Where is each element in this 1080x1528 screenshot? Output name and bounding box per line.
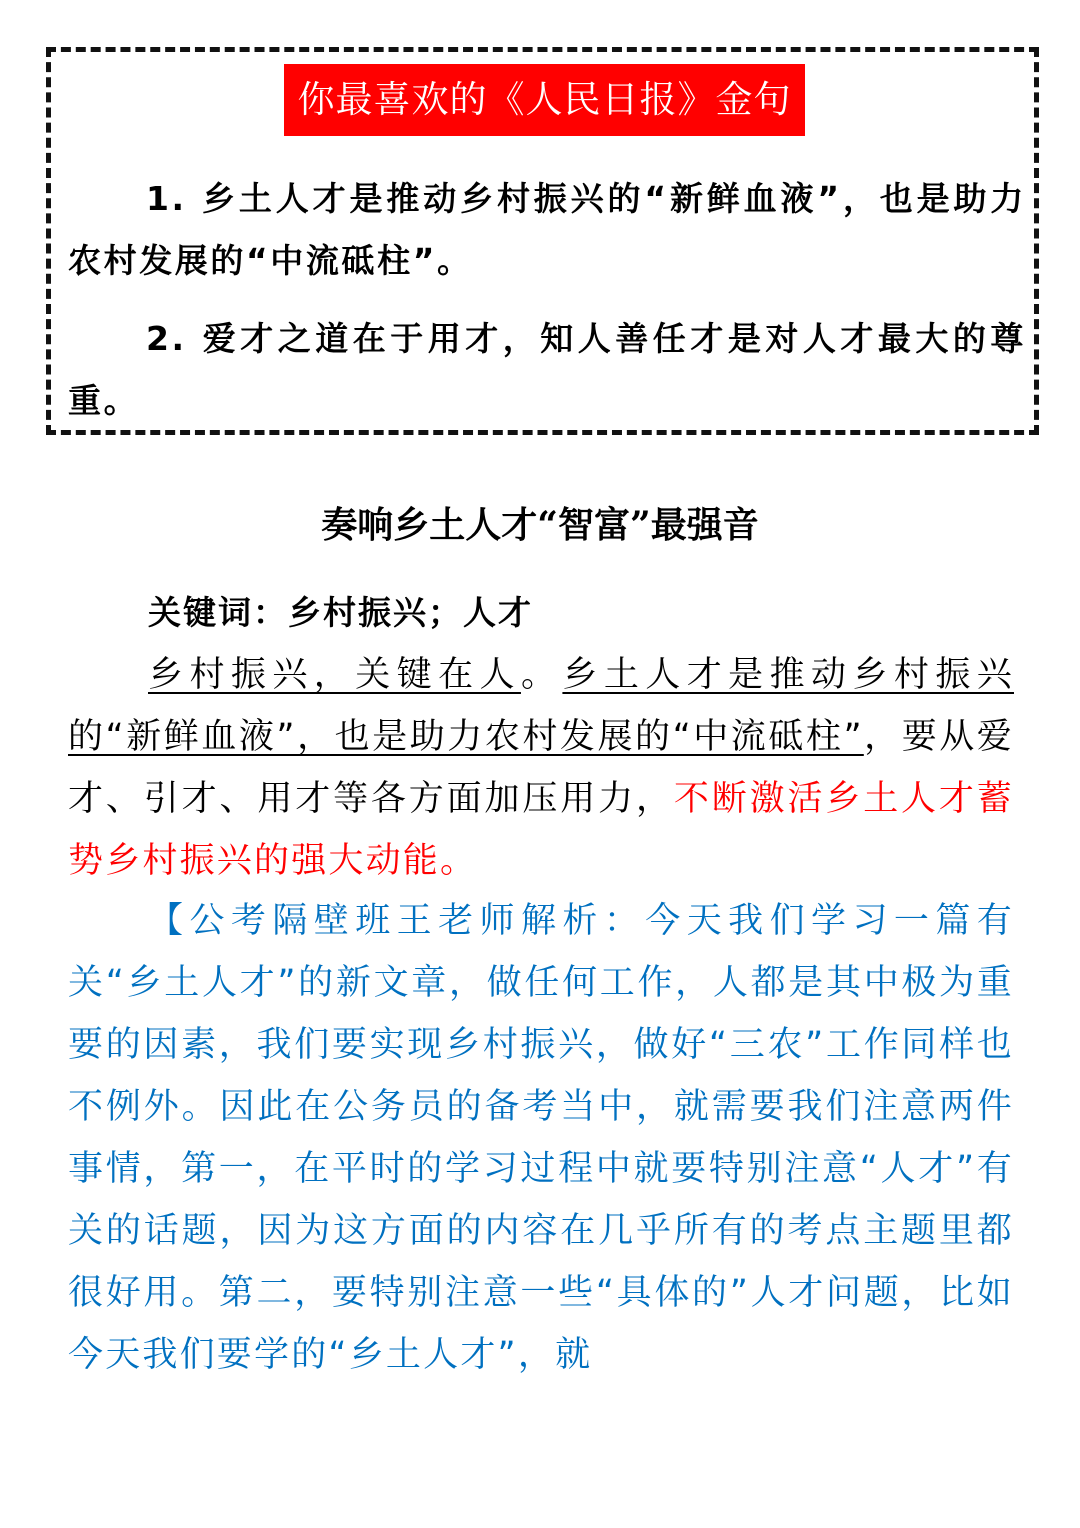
paragraph-middle-text: ，要从爱才、引才、用才等各方面加压用力， xyxy=(68,717,1014,819)
teacher-analysis: 【公考隔壁班王老师解析：今天我们学习一篇有关“乡土人才”的新文章，做任何工作，人都是其中极为重要的因素，我们要实现乡村振兴，做好“三农”工作同样也不例外。因此在公务员的备考当中，就需要我们注意两件事情，第一，在平时的学习过程中就要特别注意“人才”有关的话题，因为这方面的内容在几乎所有的考点主题里都很好用。第二，要特别注意一些“具体的”人才问题，比如今天我们要学的“乡土人才”，就 xyxy=(68,901,1014,1375)
article-title: 奏响乡土人才“智富”最强音 xyxy=(321,504,759,546)
quote-item-2: 2. 爱才之道在于用才，知人善任才是对人才最大的尊重。 xyxy=(68,319,1026,420)
article-paragraph xyxy=(68,644,1014,892)
quote-item-1: 1. 乡土人才是推动乡村振兴的“新鲜血液”，也是助力农村发展的“中流砥柱”。 xyxy=(68,179,1026,280)
sentence-separator: 。 xyxy=(520,655,563,695)
underlined-phrase-2: 乡土人才是推动乡村振兴的“新鲜血液”，也是助力农村发展的“中流砥柱” xyxy=(68,655,1014,757)
quote-banner: 你最喜欢的《人民日报》金句 xyxy=(284,64,805,136)
underlined-phrase-1: 乡村振兴，关键在人 xyxy=(148,655,521,695)
keywords-line: 关键词：乡村振兴；人才 xyxy=(148,593,533,632)
highlighted-red-text: 不断激活乡土人才蓄势乡村振兴的强大动能。 xyxy=(68,779,1014,881)
